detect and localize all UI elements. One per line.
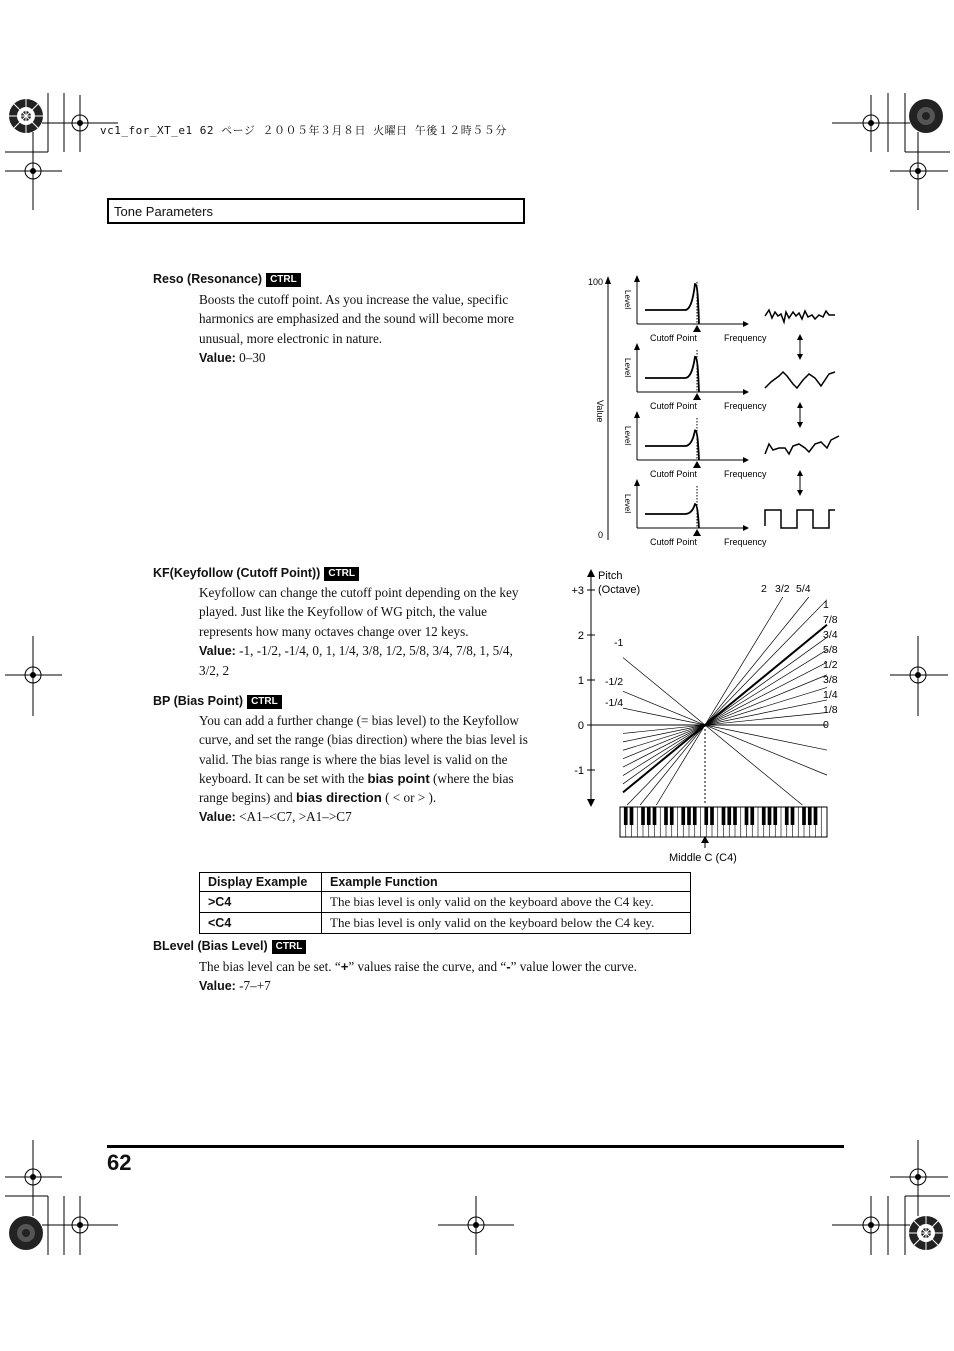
axis-top-label: 100 <box>588 277 604 287</box>
page-footer-rule <box>107 1145 844 1148</box>
kf-line: represents how many octaves change over 12 keys. <box>199 623 469 639</box>
black-key <box>641 807 645 825</box>
blevel-description <box>199 957 759 997</box>
black-key <box>791 807 795 825</box>
table-header-row <box>200 873 691 892</box>
transition-arrowhead-down <box>797 354 803 360</box>
reso-line: unusual, more electronic in nature. <box>199 330 383 346</box>
black-key <box>745 807 749 825</box>
ctrl-badge: CTRL <box>272 940 307 954</box>
value-label: Value: <box>199 350 236 365</box>
value-text-cont: 3/2, 2 <box>199 663 230 679</box>
value-axis-label: Value <box>595 400 605 423</box>
frequency-label: Frequency <box>724 469 767 479</box>
black-key <box>733 807 737 825</box>
blevel-title-text: BLevel (Bias Level) <box>153 939 268 953</box>
black-key <box>710 807 714 825</box>
slope-label-right: 3/8 <box>823 674 838 686</box>
text: range begins) and <box>199 790 297 806</box>
cutoff-label: Cutoff Point <box>650 537 697 547</box>
frequency-axis-arrow <box>743 321 749 327</box>
slope-label-top: 2 <box>761 583 767 595</box>
black-key <box>687 807 691 825</box>
level-axis-arrow <box>634 411 640 418</box>
text: ( < or > ). <box>381 790 437 806</box>
table-cell: <C4 <box>200 913 322 934</box>
value-text: -1, -1/2, -1/4, 0, 1, 1/4, 3/8, 1/2, 5/8, 3/4, 7/8, 1, 5/4, <box>239 642 513 658</box>
keyfollow-line <box>623 650 827 776</box>
reso-title-text: Reso (Resonance) <box>153 272 263 286</box>
black-key <box>647 807 651 825</box>
level-axis-arrow <box>634 275 640 282</box>
resonance-panel <box>623 479 835 547</box>
black-key <box>664 807 668 825</box>
ctrl-badge: CTRL <box>247 695 282 709</box>
bp-description <box>199 711 564 828</box>
filter-curve <box>645 504 699 528</box>
value-label: Value: <box>199 810 236 825</box>
y-tick-label: 1 <box>577 675 584 687</box>
resonance-panel <box>623 411 839 496</box>
keyfollow-lines <box>623 597 827 805</box>
black-key <box>785 807 789 825</box>
black-key <box>768 807 772 825</box>
bp-line: valid. The bias range is where the bias level is valid on the <box>199 751 508 767</box>
display-example-table <box>199 872 691 934</box>
pitch-axis-arrow-up <box>587 569 595 577</box>
term-bias-point: bias point <box>367 770 430 786</box>
waveform <box>765 510 835 528</box>
text: The bias level can be set. “ <box>199 959 341 974</box>
black-key <box>762 807 766 825</box>
level-label: Level <box>623 494 632 514</box>
page-number: 62 <box>107 1150 132 1175</box>
frequency-label: Frequency <box>724 401 767 411</box>
level-label: Level <box>623 290 632 310</box>
cutoff-label: Cutoff Point <box>650 401 697 411</box>
black-key <box>808 807 812 825</box>
keyfollow-line <box>623 637 827 784</box>
table-row <box>200 913 691 934</box>
blevel-title <box>153 939 306 954</box>
bp-value <box>199 807 564 827</box>
plus-sign: + <box>340 959 349 974</box>
waveform <box>765 436 839 454</box>
black-key <box>653 807 657 825</box>
value-text: <A1–<C7, >A1–>C7 <box>239 809 352 825</box>
text: ” values raise the curve, and “ <box>348 959 507 974</box>
bp-title <box>153 694 282 709</box>
table-cell: The bias level is only valid on the keyboard below the C4 key. <box>322 913 691 934</box>
slope-label-right: 1 <box>823 599 829 611</box>
frequency-axis-arrow <box>743 389 749 395</box>
black-key <box>802 807 806 825</box>
black-key <box>727 807 731 825</box>
slope-label-right: 0 <box>823 719 829 731</box>
black-key <box>722 807 726 825</box>
black-key <box>750 807 754 825</box>
frequency-label: Frequency <box>724 537 767 547</box>
level-label: Level <box>623 426 632 446</box>
table-cell: The bias level is only valid on the keyboard above the C4 key. <box>322 892 691 913</box>
slope-label-left: -1/2 <box>605 676 624 688</box>
table-header: Example Function <box>322 873 691 892</box>
bp-line <box>199 788 564 807</box>
black-key <box>630 807 634 825</box>
transition-arrowhead-down <box>797 422 803 428</box>
slope-label-top: 3/2 <box>775 583 790 595</box>
black-key <box>670 807 674 825</box>
slope-label-right: 1/4 <box>823 689 838 701</box>
minus-sign: - <box>506 959 511 974</box>
kf-description <box>199 583 564 680</box>
kf-line: Keyfollow can change the cutoff point depending on the key <box>199 585 519 600</box>
cutoff-label: Cutoff Point <box>650 333 697 343</box>
keyfollow-line <box>623 691 827 775</box>
middle-c-label: Middle C (C4) <box>669 852 737 864</box>
reso-description <box>199 290 559 368</box>
transition-arrowhead-down <box>797 490 803 496</box>
blevel-value <box>199 976 759 996</box>
keyfollow-diagram <box>565 565 850 870</box>
keyfollow-line <box>623 700 827 742</box>
value-axis-arrow <box>605 276 611 284</box>
pitch-axis-arrow-down <box>587 799 595 807</box>
section-header-title: Tone Parameters <box>114 204 213 219</box>
kf-title <box>153 566 359 581</box>
resonance-panel <box>623 343 835 428</box>
cutoff-arrow <box>693 461 701 468</box>
table-header: Display Example <box>200 873 322 892</box>
y-tick-label: +3 <box>571 585 584 597</box>
black-key <box>704 807 708 825</box>
ctrl-badge: CTRL <box>324 567 359 581</box>
ctrl-badge: CTRL <box>266 273 301 287</box>
reso-line: Boosts the cutoff point. As you increase the value, specific <box>199 292 509 307</box>
y-tick-label: 0 <box>577 720 584 732</box>
section-header-box <box>107 198 525 224</box>
value-text: -7–+7 <box>239 978 271 994</box>
level-axis-arrow <box>634 343 640 350</box>
frequency-axis-arrow <box>743 525 749 531</box>
cutoff-arrow <box>693 393 701 400</box>
resonance-panels <box>623 275 839 547</box>
filter-curve <box>645 357 699 392</box>
pitch-label: Pitch <box>598 570 623 582</box>
term-bias-direction: bias direction <box>296 790 382 806</box>
keyboard-graphic <box>620 807 827 837</box>
keyfollow-line <box>623 658 802 805</box>
value-label: Value: <box>199 979 236 994</box>
bp-line: curve, and set the range (bias direction) where the bias level is <box>199 732 528 748</box>
print-slug: vc1_for_XT_e1 62 ページ ２００５年３月８日 火曜日 午後１２時５５分 <box>100 124 507 137</box>
transition-arrowhead-up <box>797 470 803 476</box>
transition-arrowhead-up <box>797 402 803 408</box>
text: keyboard. It can be set with the <box>199 770 368 786</box>
kf-value <box>199 641 564 661</box>
slope-label-right: 7/8 <box>823 614 838 626</box>
reso-title <box>153 272 301 287</box>
keyfollow-line <box>623 712 827 733</box>
slope-label-right: 1/8 <box>823 704 838 716</box>
bp-title-text: BP (Bias Point) <box>153 694 244 708</box>
black-key <box>681 807 685 825</box>
level-label: Level <box>623 358 632 378</box>
level-axis-arrow <box>634 479 640 486</box>
blevel-line <box>199 957 759 976</box>
keyfollow-line <box>627 600 827 805</box>
waveform <box>765 310 835 322</box>
slope-label-right: 1/2 <box>823 659 838 671</box>
bp-line <box>199 769 564 788</box>
keyfollow-line <box>623 675 827 759</box>
reso-value <box>199 348 559 368</box>
value-label: Value: <box>199 643 236 658</box>
reso-line: harmonics are emphasized and the sound will become more <box>199 311 514 327</box>
resonance-diagram <box>585 270 845 550</box>
kf-title-text: KF(Keyfollow (Cutoff Point)) <box>153 566 321 580</box>
keyfollow-labels <box>605 583 838 731</box>
octave-label: (Octave) <box>598 584 641 596</box>
keyfollow-line <box>623 687 827 750</box>
frequency-label: Frequency <box>724 333 767 343</box>
text: ” value lower the curve. <box>510 959 637 974</box>
cutoff-label: Cutoff Point <box>650 469 697 479</box>
black-key <box>814 807 818 825</box>
value-text: 0–30 <box>239 349 266 365</box>
table-row <box>200 892 691 913</box>
axis-bottom-label: 0 <box>598 530 604 540</box>
kf-line: played. Just like the Keyfollow of WG pitch, the value <box>199 604 487 620</box>
black-key <box>624 807 628 825</box>
slope-label-left: -1/4 <box>605 697 624 709</box>
cutoff-arrow <box>693 529 701 536</box>
slope-label-top: 5/4 <box>796 583 811 595</box>
slope-label-right: 3/4 <box>823 629 838 641</box>
transition-arrowhead-up <box>797 334 803 340</box>
waveform <box>765 372 835 388</box>
black-key <box>693 807 697 825</box>
filter-curve <box>645 430 699 460</box>
frequency-axis-arrow <box>743 457 749 463</box>
slope-label-left: -1 <box>614 637 624 649</box>
keyfollow-line <box>623 625 827 793</box>
bp-line: You can add a further change (= bias level) to the Keyfollow <box>199 713 519 728</box>
filter-curve <box>645 284 699 324</box>
slope-label-right: 5/8 <box>823 644 838 656</box>
resonance-panel <box>623 275 835 360</box>
text: (where the bias <box>429 770 514 786</box>
table-cell: >C4 <box>200 892 322 913</box>
black-key <box>773 807 777 825</box>
y-tick-label: 2 <box>577 630 584 642</box>
y-tick-label: -1 <box>574 765 584 777</box>
cutoff-arrow <box>693 325 701 332</box>
